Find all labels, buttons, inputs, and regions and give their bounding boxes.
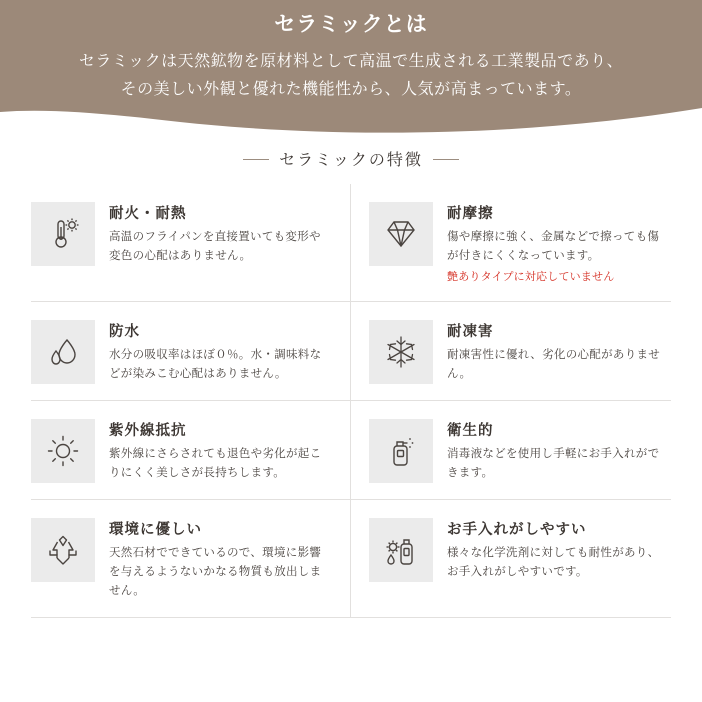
feature-description: 天然石材でできているので、環境に影響を与えるようないかなる物質も放出しません。 bbox=[109, 547, 322, 598]
feature-title: お手入れがしやすい bbox=[447, 522, 587, 539]
feature-title: 環境に優しい bbox=[109, 522, 202, 539]
section-title-container bbox=[0, 147, 702, 170]
sun-icon bbox=[31, 419, 95, 483]
feature-item-easy-maintenance bbox=[351, 500, 671, 618]
spray-bottle-icon bbox=[369, 419, 433, 483]
feature-title: 衛生的 bbox=[447, 423, 494, 440]
feature-item-hygienic bbox=[351, 401, 671, 500]
feature-item-fire-heat-resistance bbox=[31, 184, 351, 302]
recycle-icon bbox=[31, 518, 95, 582]
feature-title: 紫外線抵抗 bbox=[109, 423, 187, 440]
feature-description: 高温のフライパンを直接置いても変形や変色の心配はありません。 bbox=[109, 231, 321, 262]
section-title: セラミックの特徴 bbox=[269, 147, 433, 170]
detergent-bottle-icon bbox=[369, 518, 433, 582]
thermometer-sun-icon bbox=[31, 202, 95, 266]
feature-item-waterproof bbox=[31, 302, 351, 401]
feature-item-abrasion-resistance bbox=[351, 184, 671, 302]
feature-description: 紫外線にさらされても退色や劣化が起こりにくく美しさが長持ちします。 bbox=[109, 448, 322, 480]
feature-title: 耐火・耐熱 bbox=[109, 206, 187, 222]
feature-title: 耐摩擦 bbox=[447, 206, 494, 222]
feature-description: 傷や摩擦に強く、金属などで擦っても傷が付きにくくなっています。 bbox=[447, 231, 660, 262]
header-subtitle-line2: その美しい外観と優れた機能性から、人気が高まっています。 bbox=[120, 80, 582, 98]
feature-grid bbox=[31, 184, 671, 618]
feature-description: 耐凍害性に優れ、劣化の心配がありません。 bbox=[447, 349, 661, 381]
feature-item-frost-resistance bbox=[351, 302, 671, 401]
feature-description: 消毒液などを使用し手軽にお手入れができます。 bbox=[447, 448, 660, 480]
feature-item-uv-resistance bbox=[31, 401, 351, 500]
page-title: セラミックとは bbox=[274, 13, 428, 36]
snowflake-icon bbox=[369, 320, 433, 384]
water-drop-icon bbox=[31, 320, 95, 384]
feature-description: 水分の吸収率はほぼ０％。水・調味料などが染みこむ心配はありません。 bbox=[109, 349, 322, 381]
feature-item-eco-friendly bbox=[31, 500, 351, 618]
feature-note: 艶ありタイプに対応していません bbox=[447, 270, 615, 283]
feature-title: 耐凍害 bbox=[447, 324, 494, 341]
diamond-icon bbox=[369, 202, 433, 266]
header-banner bbox=[0, 0, 702, 135]
header-subtitle-line1: セラミックは天然鉱物を原材料として高温で生成される工業製品であり、 bbox=[78, 52, 624, 70]
feature-title: 防水 bbox=[109, 324, 140, 341]
feature-description: 様々な化学洗剤に対しても耐性があり、お手入れがしやすいです。 bbox=[447, 547, 660, 579]
